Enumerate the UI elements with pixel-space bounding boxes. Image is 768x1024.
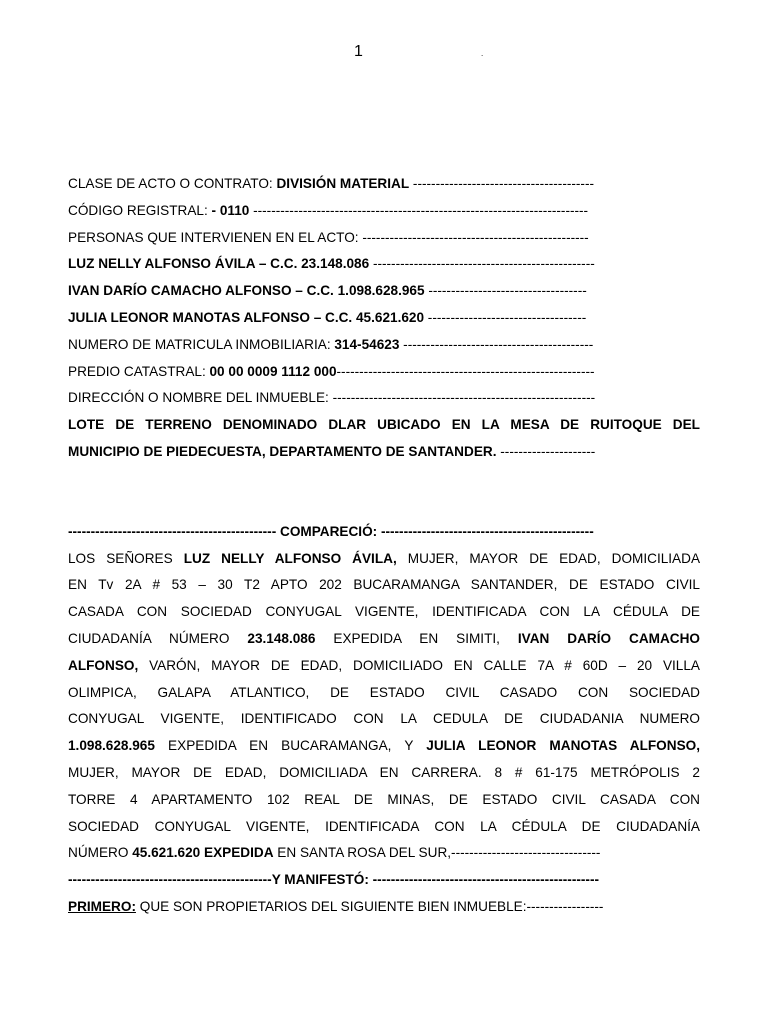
name-ivan: IVAN DARÍO CAMACHO <box>517 630 700 646</box>
persona-2-line <box>68 278 700 305</box>
personas-label: PERSONAS QUE INTERVIENEN EN EL ACTO: -------------------------------------------------- <box>68 229 589 245</box>
text-run: SOCIEDAD CONYUGAL VIGENTE, IDENTIFICADA CON LA CÉDULA DE CIUDADANÍA <box>68 818 700 834</box>
matricula-value: 314-54623 <box>334 336 400 352</box>
page-mark: . <box>481 49 484 58</box>
section-gap <box>68 466 700 519</box>
clase-dashes: ---------------------------------------- <box>409 176 595 191</box>
text-run: VARÓN, MAYOR DE EDAD, DOMICILIADO EN CALLE 7A # 60D – 20 VILLA <box>138 657 700 673</box>
primero-label <box>68 899 136 914</box>
text-run: EN SANTA ROSA DEL SUR,--------------------------------- <box>273 845 601 861</box>
comparecio-line-5 <box>68 653 700 680</box>
text-run: CASADA CON SOCIEDAD CONYUGAL VIGENTE, IDENTIFICADA CON LA CÉDULA DE <box>68 604 700 620</box>
text-run: NÚMERO <box>68 845 133 861</box>
codigo-value: - 0110 <box>211 202 250 218</box>
cedula-luz: 23.148.086 <box>247 630 316 646</box>
document-body <box>68 171 700 921</box>
persona-2: IVAN DARÍO CAMACHO ALFONSO – C.C. 1.098.628.965 <box>68 283 425 299</box>
comparecio-heading-text: ---------------------------------------------- COMPARECIÓ: ----------------------------------------------- <box>68 523 594 539</box>
text-run: MUJER, MAYOR DE EDAD, DOMICILIADA <box>396 550 700 566</box>
manifesto-heading-text: ---------------------------------------------Y MANIFESTÓ: -------------------------------------------------- <box>68 872 599 888</box>
text-run: CONYUGAL VIGENTE, IDENTIFICADO CON LA CEDULA DE CIUDADANIA NUMERO <box>68 711 700 727</box>
predio-label: PREDIO CATASTRAL: <box>68 363 210 379</box>
cedula-ivan: 1.098.628.965 <box>68 738 155 754</box>
text-run: LOS SEÑORES <box>68 550 184 566</box>
comparecio-heading <box>68 519 700 546</box>
lote-line-1 <box>68 412 700 439</box>
primero-label-text: PRIMERO: <box>68 898 136 914</box>
persona-2-dashes: ----------------------------------- <box>424 283 587 299</box>
comparecio-line-6 <box>68 680 700 707</box>
text-run: EN Tv 2A # 53 – 30 T2 APTO 202 BUCARAMANGA SANTANDER, DE ESTADO CIVIL <box>68 577 700 593</box>
comparecio-line-3 <box>68 599 700 626</box>
comparecio-line-8 <box>68 733 700 760</box>
text-run: EXPEDIDA EN BUCARAMANGA, Y <box>154 738 427 754</box>
cedula-julia: 45.621.620 EXPEDIDA <box>132 845 274 861</box>
primero-line <box>68 894 700 921</box>
text-run: MUJER, MAYOR DE EDAD, DOMICILIADA EN CARRERA. 8 # 61-175 METRÓPOLIS 2 <box>68 764 700 780</box>
persona-1-dashes: ------------------------------------------------- <box>369 256 595 272</box>
predio-dashes: --------------------------------------------------------- <box>336 363 595 379</box>
lote-line-2 <box>68 439 700 466</box>
predio-line <box>68 359 700 386</box>
text-run: OLIMPICA, GALAPA ATLANTICO, DE ESTADO CIVIL CASADO CON SOCIEDAD <box>68 684 700 700</box>
lote-text-1: LOTE DE TERRENO DENOMINADO DLAR UBICADO EN LA MESA DE RUITOQUE DEL <box>68 417 700 433</box>
lote-text-2: MUNICIPIO DE PIEDECUESTA, DEPARTAMENTO DE SANTANDER. <box>68 443 497 459</box>
comparecio-line-7 <box>68 706 700 733</box>
comparecio-line-4 <box>68 626 700 653</box>
persona-1-line <box>68 251 700 278</box>
text-run: CIUDADANÍA NÚMERO <box>68 630 248 646</box>
name-ivan-cont: ALFONSO, <box>68 657 139 673</box>
comparecio-line-2 <box>68 572 700 599</box>
matricula-line <box>68 332 700 359</box>
direccion-line <box>68 385 700 412</box>
text-run: EXPEDIDA EN SIMITI, <box>315 630 518 646</box>
persona-3: JULIA LEONOR MANOTAS ALFONSO – C.C. 45.621.620 <box>68 309 425 325</box>
clase-label: CLASE DE ACTO O CONTRATO: <box>68 176 277 191</box>
clase-value: DIVISIÓN MATERIAL <box>276 176 410 191</box>
lote-dashes: --------------------- <box>496 443 596 459</box>
name-luz: LUZ NELLY ALFONSO ÁVILA, <box>183 550 397 566</box>
text-run: TORRE 4 APARTAMENTO 102 REAL DE MINAS, DE ESTADO CIVIL CASADA CON <box>68 791 700 807</box>
persona-3-dashes: ----------------------------------- <box>424 309 587 325</box>
primero-text: QUE SON PROPIETARIOS DEL SIGUIENTE BIEN INMUEBLE:----------------- <box>135 898 604 914</box>
codigo-registral-line <box>68 198 700 225</box>
name-julia: JULIA LEONOR MANOTAS ALFONSO, <box>426 738 700 754</box>
comparecio-line-10 <box>68 787 700 814</box>
clase-acto-line <box>68 171 700 198</box>
comparecio-line-1 <box>68 546 700 573</box>
comparecio-line-12 <box>68 840 700 867</box>
page-number: 1 <box>354 43 363 60</box>
codigo-label: CÓDIGO REGISTRAL: <box>68 202 212 218</box>
comparecio-line-11 <box>68 814 700 841</box>
comparecio-line-9 <box>68 760 700 787</box>
direccion-label: DIRECCIÓN O NOMBRE DEL INMUEBLE: ---------------------------------------------------------- <box>68 390 596 406</box>
codigo-dashes: -------------------------------------------------------------------------- <box>249 202 589 218</box>
persona-3-line <box>68 305 700 332</box>
matricula-label: NUMERO DE MATRICULA INMOBILIARIA: <box>68 336 335 352</box>
manifesto-heading <box>68 867 700 894</box>
matricula-dashes: ------------------------------------------ <box>399 336 594 352</box>
persona-1: LUZ NELLY ALFONSO ÁVILA – C.C. 23.148.086 <box>68 256 370 272</box>
predio-value: 00 00 0009 1112 000 <box>209 363 337 379</box>
personas-line <box>68 225 700 252</box>
